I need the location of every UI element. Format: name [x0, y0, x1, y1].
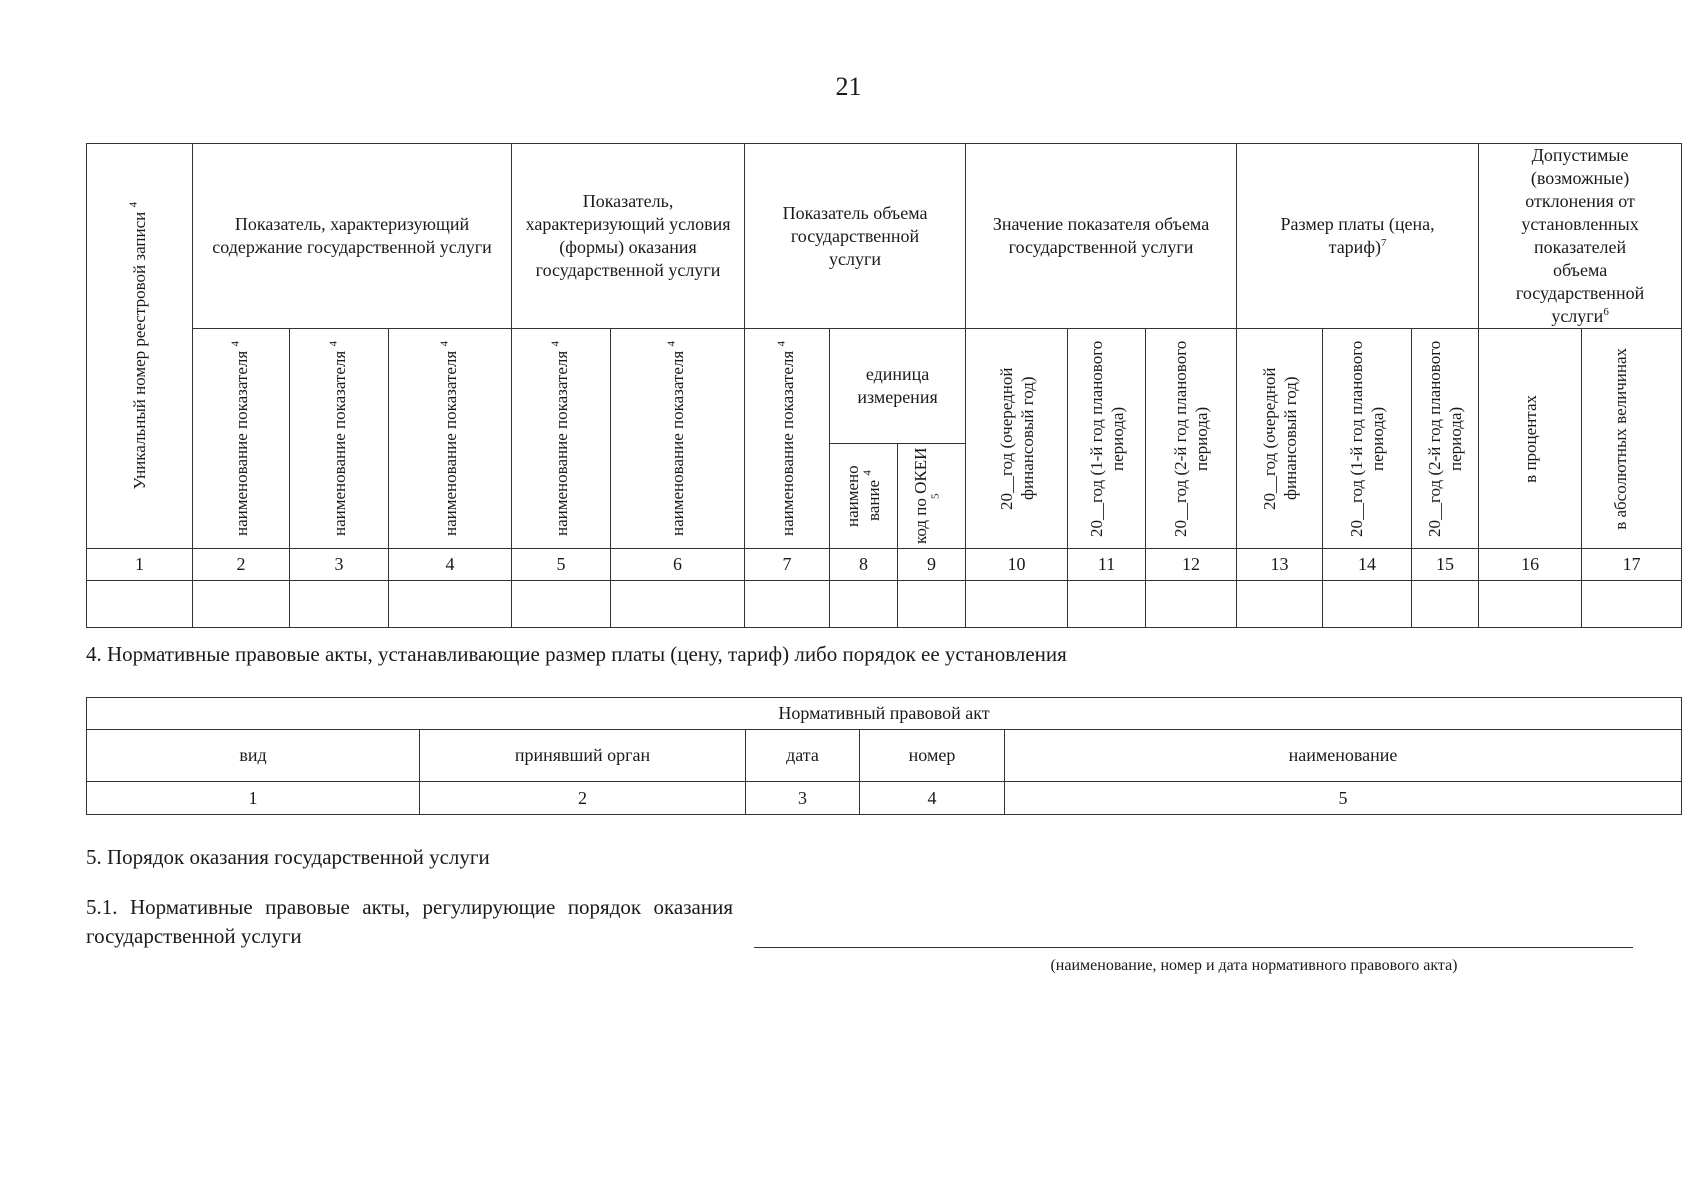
header-fee: Размер платы (цена, тариф)$^7$: [1237, 144, 1479, 329]
header-indicator-name-7: наименование показателя $^4$: [745, 329, 830, 549]
header-volume-value: Значение показателя объема государственной услуги: [966, 144, 1237, 329]
header-unit-name: наимено вание $^4$: [830, 444, 898, 549]
acts-column-number: 2: [420, 782, 746, 815]
header-unit-of-measure: единица измерения: [830, 329, 966, 444]
acts-header-name: наименование: [1005, 730, 1682, 782]
header-indicator-name-3: наименование показателя $^4$: [290, 329, 389, 549]
column-number: 12: [1146, 549, 1237, 581]
acts-header-type: вид: [87, 730, 420, 782]
header-indicator-name-5: наименование показателя $^4$: [512, 329, 611, 549]
empty-data-row: [87, 581, 1682, 628]
column-number: 7: [745, 549, 830, 581]
column-number: 3: [290, 549, 389, 581]
empty-cell: [966, 581, 1068, 628]
header-deviation-absolute: в абсолютных величинах: [1582, 329, 1682, 549]
section-5-heading: 5. Порядок оказания государственной услуги: [86, 845, 490, 869]
service-volume-table: [86, 143, 1682, 628]
header-year-plan2-fee: 20__год (2-й год планового периода): [1412, 329, 1479, 549]
column-number: 14: [1323, 549, 1412, 581]
column-number: 16: [1479, 549, 1582, 581]
column-numbers-row: [87, 549, 1682, 581]
empty-cell: [87, 581, 193, 628]
empty-cell: [1146, 581, 1237, 628]
page-number: 21: [835, 72, 862, 101]
column-number: 11: [1068, 549, 1146, 581]
header-deviation-percent: в процентах: [1479, 329, 1582, 549]
empty-cell: [1068, 581, 1146, 628]
empty-cell: [1582, 581, 1682, 628]
header-deviation: Допустимые (возможные) отклонения от установленных показателей объема государственной услуги$^6$: [1479, 144, 1682, 329]
empty-cell: [745, 581, 830, 628]
column-number: 15: [1412, 549, 1479, 581]
header-year-plan1-fee: 20__год (1-й год планового периода): [1323, 329, 1412, 549]
empty-cell: [611, 581, 745, 628]
acts-column-number: 1: [87, 782, 420, 815]
header-content-indicator: Показатель, характеризующий содержание государственной услуги: [193, 144, 512, 329]
empty-cell: [898, 581, 966, 628]
empty-cell: [1237, 581, 1323, 628]
section-5-1-text: 5.1. Нормативные правовые акты, регулирующие порядок оказания государственной услуги: [86, 895, 733, 948]
column-number: 6: [611, 549, 745, 581]
header-indicator-name-6: наименование показателя $^4$: [611, 329, 745, 549]
empty-cell: [1412, 581, 1479, 628]
header-conditions-indicator: Показатель, характеризующий условия (формы) оказания государственной услуги: [512, 144, 745, 329]
column-number: 9: [898, 549, 966, 581]
signature-caption: (наименование, номер и дата нормативного правового акта): [1050, 957, 1458, 974]
column-number: 13: [1237, 549, 1323, 581]
column-number: 5: [512, 549, 611, 581]
acts-header-authority: принявший орган: [420, 730, 746, 782]
acts-column-number: 3: [746, 782, 860, 815]
column-number: 4: [389, 549, 512, 581]
column-number: 8: [830, 549, 898, 581]
header-indicator-name-2: наименование показателя $^4$: [193, 329, 290, 549]
acts-header-date: дата: [746, 730, 860, 782]
column-number: 17: [1582, 549, 1682, 581]
header-indicator-name-4: наименование показателя $^4$: [389, 329, 512, 549]
header-volume-indicator: Показатель объема государственной услуги: [745, 144, 966, 329]
header-year-current-volume: 20__год (очередной финансовый год): [966, 329, 1068, 549]
empty-cell: [1323, 581, 1412, 628]
signature-line: [754, 947, 1633, 948]
column-number: 10: [966, 549, 1068, 581]
empty-cell: [512, 581, 611, 628]
empty-cell: [290, 581, 389, 628]
acts-header-number: номер: [860, 730, 1005, 782]
column-number: 1: [87, 549, 193, 581]
header-year-plan1-volume: 20__год (1-й год планового периода): [1068, 329, 1146, 549]
header-unit-okei-code: код по ОКЕИ $^5$: [898, 444, 966, 549]
acts-table-title: Нормативный правовой акт: [87, 698, 1682, 730]
column-number: 2: [193, 549, 290, 581]
header-year-current-fee: 20__год (очередной финансовый год): [1237, 329, 1323, 549]
empty-cell: [389, 581, 512, 628]
header-year-plan2-volume: 20__год (2-й год планового периода): [1146, 329, 1237, 549]
header-registry-number: Уникальный номер реестровой записи $^4$: [87, 144, 193, 549]
acts-column-number: 5: [1005, 782, 1682, 815]
acts-column-number: 4: [860, 782, 1005, 815]
legal-acts-table: [86, 697, 1682, 815]
empty-cell: [193, 581, 290, 628]
section-4-heading: 4. Нормативные правовые акты, устанавливающие размер платы (цену, тариф) либо порядок ее установления: [86, 642, 1067, 666]
empty-cell: [830, 581, 898, 628]
empty-cell: [1479, 581, 1582, 628]
